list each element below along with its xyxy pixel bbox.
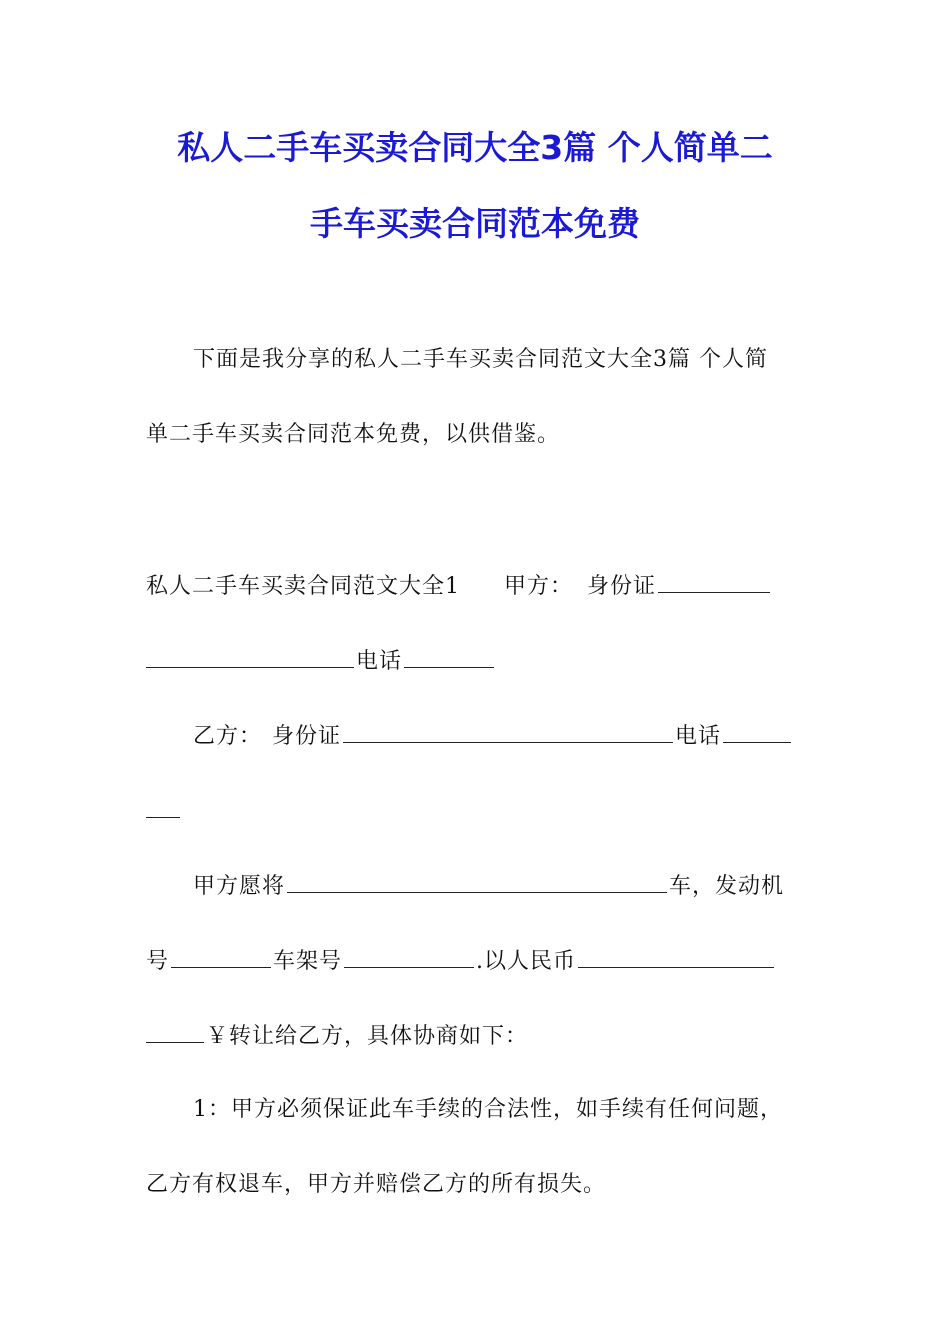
contract-heading-row [146, 570, 806, 602]
title-line-1: 私人二手车买卖合同大全3篇 个人简单二 [177, 128, 773, 167]
transfer-row-2 [146, 945, 806, 977]
rmb-blank-cont [146, 1020, 204, 1043]
party-b-phone-row-cont [146, 795, 806, 827]
rmb-label: .以人民币 [476, 949, 577, 974]
car-model-blank [287, 870, 667, 893]
engine-no-label: 号 [146, 949, 170, 974]
transfer-row-3 [146, 1020, 806, 1052]
clause-1-line-1: 1：甲方必须保证此车手续的合法性，如手续有任何问题， [193, 1097, 783, 1122]
party-a-phone-blank [404, 645, 494, 668]
clause-1-line-2: 乙方有权退车，甲方并赔偿乙方的所有损失。 [146, 1172, 607, 1197]
party-b-id-label: 身份证 [272, 724, 342, 749]
party-b-phone-label: 电话 [675, 724, 722, 749]
transfer-prefix: 甲方愿将 [193, 874, 286, 899]
party-a-id-blank [658, 570, 770, 593]
party-a-phone-label: 电话 [356, 649, 403, 674]
party-a-phone-row [146, 645, 806, 677]
party-b-phone-blank-cont [146, 795, 180, 818]
frame-no-label: 车架号 [273, 949, 343, 974]
intro-line-1: 下面是我分享的私人二手车买卖合同范文大全3篇 个人简 [193, 347, 768, 372]
party-b-id-blank [343, 720, 673, 743]
rmb-blank [578, 945, 774, 968]
engine-no-blank [171, 945, 271, 968]
party-b-phone-blank [723, 720, 791, 743]
intro-line-2: 单二手车买卖合同范本免费，以供借鉴。 [146, 422, 561, 447]
transfer-suffix: ￥转让给乙方，具体协商如下： [206, 1024, 529, 1049]
party-b-row [146, 720, 853, 752]
transfer-car-engine: 车，发动机 [669, 874, 785, 899]
contract-heading: 私人二手车买卖合同范文大全1 [146, 574, 460, 599]
party-a-id-blank-cont [146, 645, 354, 668]
document-title [100, 128, 850, 280]
party-a-id-label: 身份证 [587, 574, 657, 599]
party-a-label: 甲方： [504, 574, 574, 599]
transfer-row-1 [146, 870, 853, 902]
party-b-label: 乙方： [193, 724, 263, 749]
frame-no-blank [344, 945, 474, 968]
title-line-2: 手车买卖合同范本免费 [310, 204, 640, 243]
